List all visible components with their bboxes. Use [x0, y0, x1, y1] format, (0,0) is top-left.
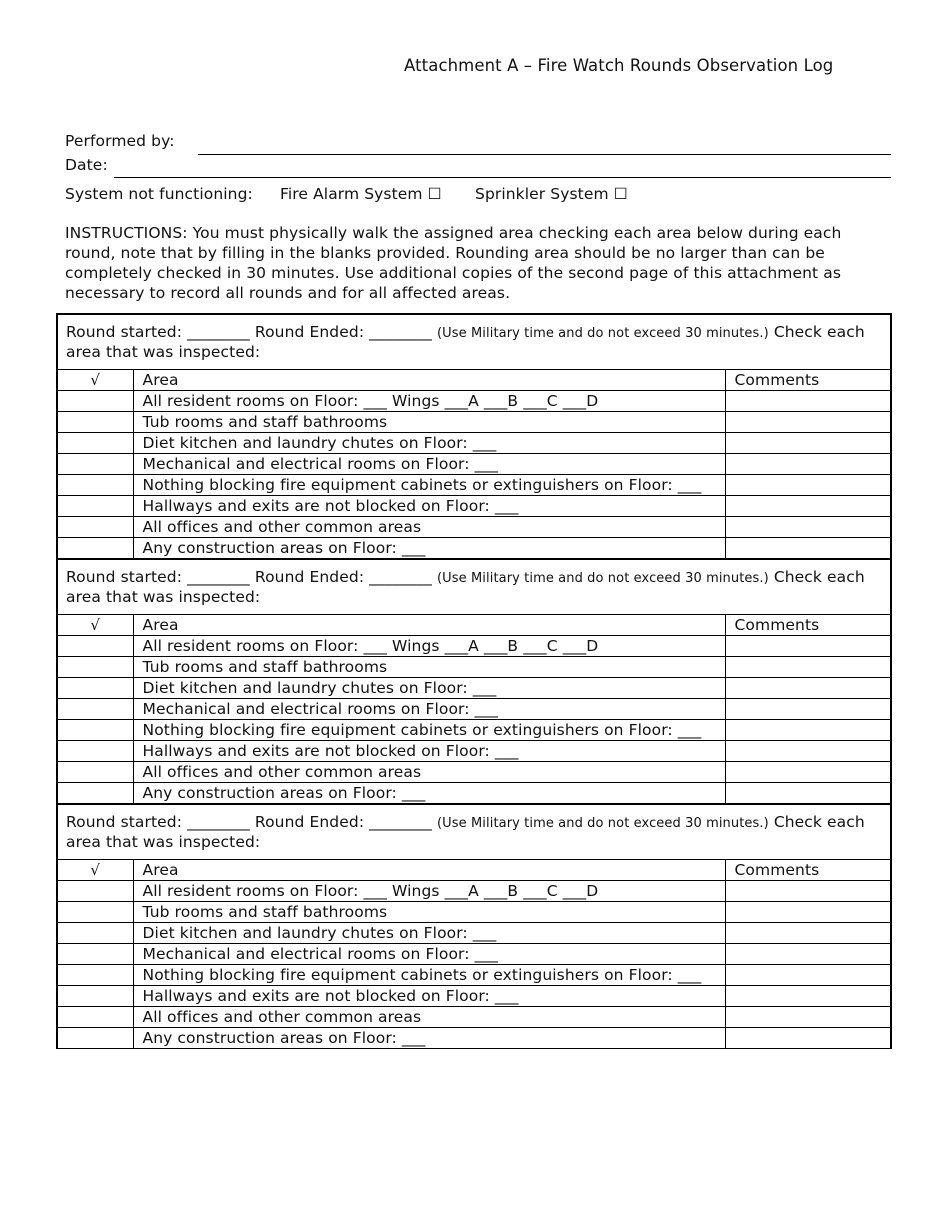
- check-cell[interactable]: [58, 636, 133, 657]
- table-row: [58, 923, 890, 944]
- check-cell[interactable]: [58, 881, 133, 902]
- check-cell[interactable]: [58, 1028, 133, 1049]
- check-cell[interactable]: [58, 496, 133, 517]
- document-title: Attachment A – Fire Watch Rounds Observation Log: [404, 56, 834, 75]
- instructions: INSTRUCTIONS: You must physically walk the assigned area checking each area below during each round, note that by filling in the blanks provided. Rounding area should be no larger than can be completely checked in 30 minutes. Use additional copies of the second page of this attachment as necessary to record all rounds and for all affected areas.: [65, 224, 842, 302]
- round-header: [58, 804, 890, 860]
- area-header: Area: [133, 860, 725, 881]
- comments-cell[interactable]: [725, 636, 890, 657]
- comments-header: Comments: [725, 615, 890, 636]
- table-row: [58, 657, 890, 678]
- performed-by-label: Performed by:: [65, 132, 175, 150]
- round-note: (Use Military time and do not exceed 30 minutes.): [437, 326, 769, 341]
- date-label: Date:: [65, 156, 108, 174]
- area-cell: Nothing blocking fire equipment cabinets or extinguishers on Floor: ___: [133, 720, 725, 741]
- comments-cell[interactable]: [725, 517, 890, 538]
- table-row: [58, 699, 890, 720]
- check-cell[interactable]: [58, 965, 133, 986]
- area-cell: Mechanical and electrical rooms on Floor: ___: [133, 944, 725, 965]
- check-cell[interactable]: [58, 391, 133, 412]
- table-row: [58, 902, 890, 923]
- comments-cell[interactable]: [725, 986, 890, 1007]
- table-row: [58, 636, 890, 657]
- area-cell: Any construction areas on Floor: ___: [133, 783, 725, 804]
- round-table: [58, 370, 890, 559]
- table-row: [58, 762, 890, 783]
- table-header-row: [58, 615, 890, 636]
- comments-cell[interactable]: [725, 1028, 890, 1049]
- table-row: [58, 475, 890, 496]
- area-cell: Nothing blocking fire equipment cabinets or extinguishers on Floor: ___: [133, 965, 725, 986]
- comments-cell[interactable]: [725, 391, 890, 412]
- comments-cell[interactable]: [725, 923, 890, 944]
- table-row: [58, 538, 890, 559]
- comments-cell[interactable]: [725, 454, 890, 475]
- round-table: [58, 615, 890, 804]
- area-cell: All offices and other common areas: [133, 762, 725, 783]
- area-cell: Hallways and exits are not blocked on Floor: ___: [133, 741, 725, 762]
- round-check-instruction: Check each area that was inspected:: [66, 323, 865, 361]
- comments-cell[interactable]: [725, 944, 890, 965]
- round-times: Round started: ________ Round Ended: ________: [66, 323, 437, 341]
- table-row: [58, 433, 890, 454]
- area-cell: Diet kitchen and laundry chutes on Floor: ___: [133, 923, 725, 944]
- table-row: [58, 783, 890, 804]
- table-header-row: [58, 370, 890, 391]
- table-row: [58, 965, 890, 986]
- comments-cell[interactable]: [725, 699, 890, 720]
- comments-cell[interactable]: [725, 902, 890, 923]
- table-row: [58, 881, 890, 902]
- comments-header: Comments: [725, 860, 890, 881]
- round-block: [58, 315, 890, 559]
- comments-cell[interactable]: [725, 412, 890, 433]
- comments-cell[interactable]: [725, 881, 890, 902]
- check-cell[interactable]: [58, 923, 133, 944]
- round-times: Round started: ________ Round Ended: ________: [66, 568, 437, 586]
- system-not-functioning-label: System not functioning:: [65, 185, 253, 203]
- check-header: √: [58, 860, 133, 881]
- comments-cell[interactable]: [725, 538, 890, 559]
- check-cell[interactable]: [58, 902, 133, 923]
- comments-cell[interactable]: [725, 678, 890, 699]
- check-cell[interactable]: [58, 657, 133, 678]
- check-header: √: [58, 370, 133, 391]
- comments-cell[interactable]: [725, 433, 890, 454]
- area-cell: All offices and other common areas: [133, 517, 725, 538]
- rounds-log: [56, 313, 892, 1049]
- area-header: Area: [133, 370, 725, 391]
- round-note: (Use Military time and do not exceed 30 minutes.): [437, 816, 769, 831]
- area-cell: Hallways and exits are not blocked on Floor: ___: [133, 986, 725, 1007]
- round-block: [58, 804, 890, 1048]
- check-cell[interactable]: [58, 517, 133, 538]
- check-cell[interactable]: [58, 699, 133, 720]
- area-cell: All resident rooms on Floor: ___ Wings ___A ___B ___C ___D: [133, 881, 725, 902]
- check-cell[interactable]: [58, 762, 133, 783]
- round-block: [58, 559, 890, 804]
- round-header: [58, 315, 890, 370]
- comments-header: Comments: [725, 370, 890, 391]
- comments-cell[interactable]: [725, 496, 890, 517]
- check-cell[interactable]: [58, 475, 133, 496]
- area-cell: Tub rooms and staff bathrooms: [133, 412, 725, 433]
- area-cell: Tub rooms and staff bathrooms: [133, 657, 725, 678]
- check-cell[interactable]: [58, 944, 133, 965]
- area-cell: All resident rooms on Floor: ___ Wings ___A ___B ___C ___D: [133, 391, 725, 412]
- table-row: [58, 454, 890, 475]
- check-cell[interactable]: [58, 720, 133, 741]
- round-check-instruction: Check each area that was inspected:: [66, 568, 865, 606]
- comments-cell[interactable]: [725, 783, 890, 804]
- table-row: [58, 1007, 890, 1028]
- comments-cell[interactable]: [725, 657, 890, 678]
- comments-cell[interactable]: [725, 741, 890, 762]
- check-cell[interactable]: [58, 412, 133, 433]
- area-cell: Diet kitchen and laundry chutes on Floor: ___: [133, 678, 725, 699]
- table-header-row: [58, 860, 890, 881]
- check-cell[interactable]: [58, 986, 133, 1007]
- check-cell[interactable]: [58, 454, 133, 475]
- table-row: [58, 678, 890, 699]
- table-row: [58, 412, 890, 433]
- check-cell[interactable]: [58, 433, 133, 454]
- table-row: [58, 1028, 890, 1049]
- area-header: Area: [133, 615, 725, 636]
- table-row: [58, 944, 890, 965]
- check-cell[interactable]: [58, 1007, 133, 1028]
- area-cell: Any construction areas on Floor: ___: [133, 538, 725, 559]
- table-row: [58, 720, 890, 741]
- round-header: [58, 559, 890, 615]
- check-cell[interactable]: [58, 538, 133, 559]
- round-note: (Use Military time and do not exceed 30 minutes.): [437, 571, 769, 586]
- comments-cell[interactable]: [725, 720, 890, 741]
- comments-cell[interactable]: [725, 1007, 890, 1028]
- check-cell[interactable]: [58, 783, 133, 804]
- area-cell: Hallways and exits are not blocked on Floor: ___: [133, 496, 725, 517]
- comments-cell[interactable]: [725, 475, 890, 496]
- check-cell[interactable]: [58, 678, 133, 699]
- table-row: [58, 741, 890, 762]
- check-header: √: [58, 615, 133, 636]
- sprinkler-checkbox[interactable]: Sprinkler System ☐: [475, 185, 628, 203]
- round-check-instruction: Check each area that was inspected:: [66, 813, 865, 851]
- fire-alarm-checkbox[interactable]: Fire Alarm System ☐: [280, 185, 442, 203]
- comments-cell[interactable]: [725, 762, 890, 783]
- date-line[interactable]: [114, 177, 891, 178]
- comments-cell[interactable]: [725, 965, 890, 986]
- table-row: [58, 517, 890, 538]
- area-cell: Diet kitchen and laundry chutes on Floor: ___: [133, 433, 725, 454]
- performed-by-line[interactable]: [198, 154, 891, 155]
- area-cell: Mechanical and electrical rooms on Floor: ___: [133, 454, 725, 475]
- area-cell: All offices and other common areas: [133, 1007, 725, 1028]
- area-cell: Tub rooms and staff bathrooms: [133, 902, 725, 923]
- table-row: [58, 496, 890, 517]
- round-table: [58, 860, 890, 1048]
- check-cell[interactable]: [58, 741, 133, 762]
- area-cell: Mechanical and electrical rooms on Floor: ___: [133, 699, 725, 720]
- area-cell: Nothing blocking fire equipment cabinets or extinguishers on Floor: ___: [133, 475, 725, 496]
- table-row: [58, 391, 890, 412]
- area-cell: Any construction areas on Floor: ___: [133, 1028, 725, 1049]
- table-row: [58, 986, 890, 1007]
- round-times: Round started: ________ Round Ended: ________: [66, 813, 437, 831]
- area-cell: All resident rooms on Floor: ___ Wings ___A ___B ___C ___D: [133, 636, 725, 657]
